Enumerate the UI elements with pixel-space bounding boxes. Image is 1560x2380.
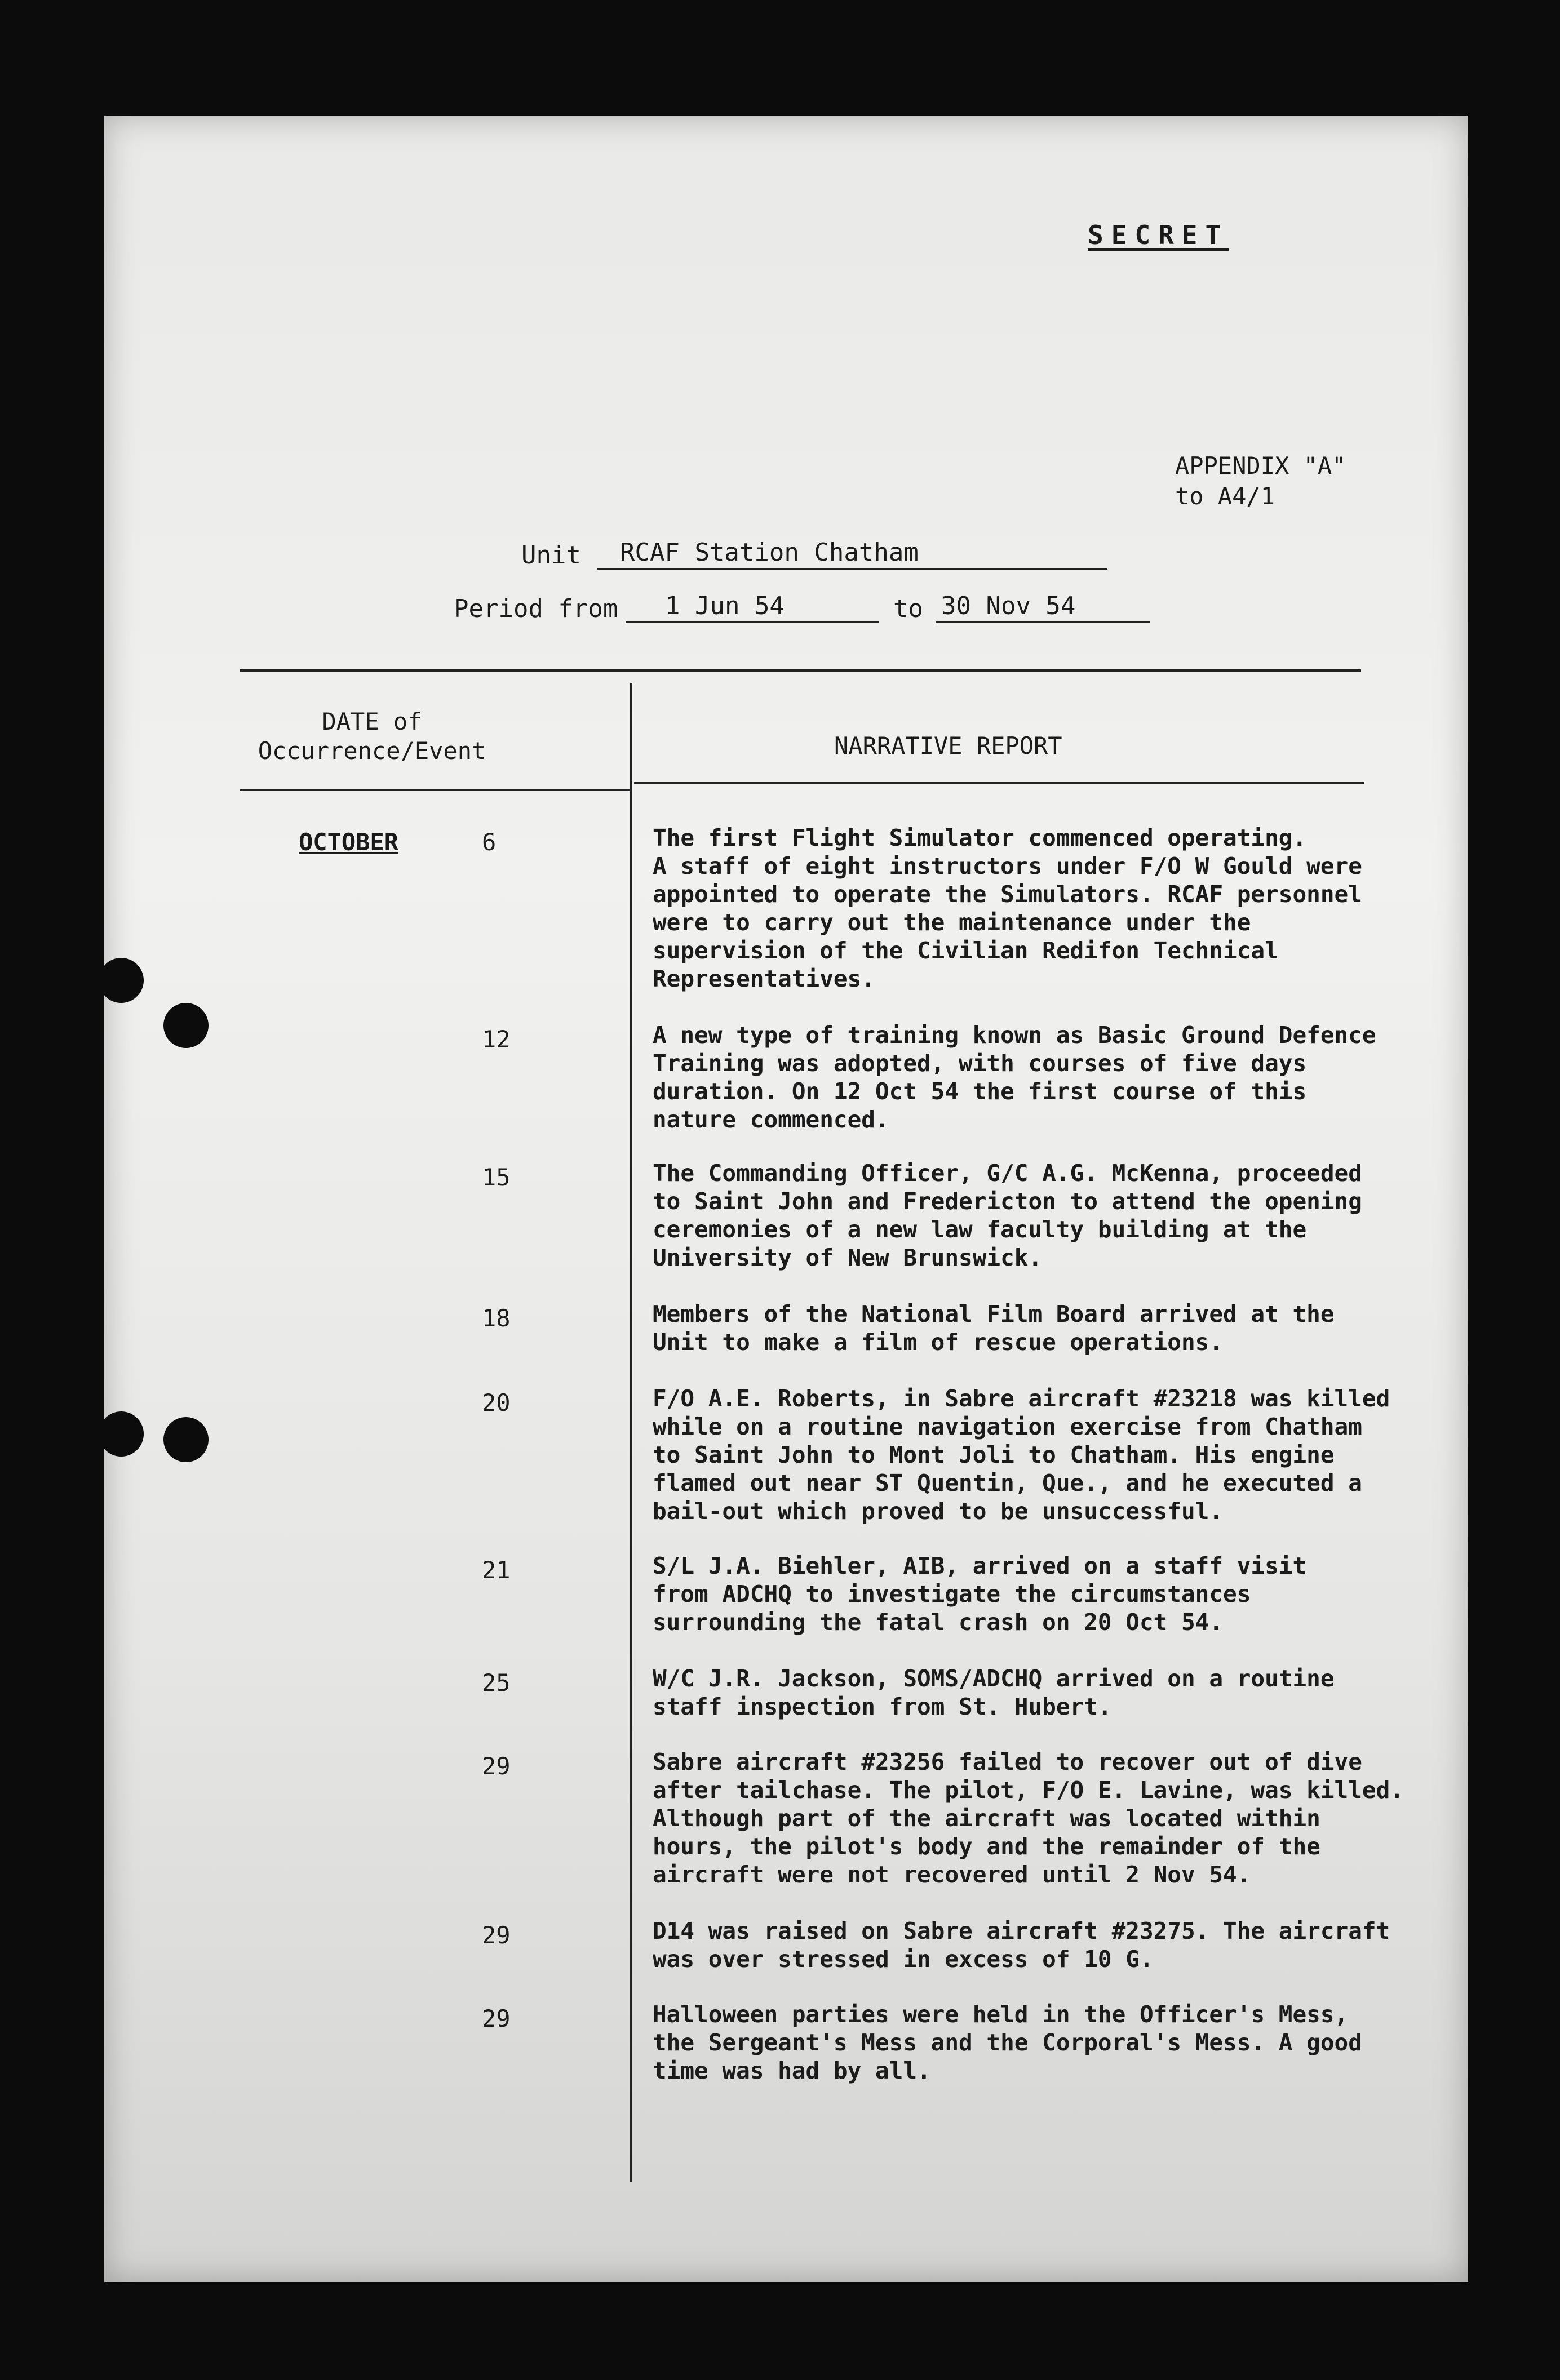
entry-day: 6 bbox=[482, 828, 497, 856]
month-label: OCTOBER bbox=[299, 828, 399, 856]
date-column-header: DATE of Occurrence/Event bbox=[258, 708, 486, 765]
punch-hole bbox=[99, 958, 144, 1003]
classification-stamp: SECRET bbox=[1088, 220, 1229, 250]
entry-day: 18 bbox=[482, 1304, 511, 1332]
period-from-label: Period from bbox=[454, 594, 618, 623]
entry-text: Sabre aircraft #23256 failed to recover out of dive after tailchase. The pilot, F/O E. Lavine, was killed. Although part of the aircraft was located within hours, the pilot's body and the remainder of the aircraft were not recovered until 2 Nov 54. bbox=[653, 1748, 1404, 1888]
entry-text: Halloween parties were held in the Officer's Mess, the Sergeant's Mess and the Corporal's Mess. A good time was had by all. bbox=[653, 2001, 1362, 2084]
entry-day: 29 bbox=[482, 1752, 511, 1780]
unit-label: Unit bbox=[521, 541, 581, 570]
entry-text: W/C J.R. Jackson, SOMS/ADCHQ arrived on a routine staff inspection from St. Hubert. bbox=[653, 1665, 1335, 1720]
column-divider bbox=[630, 683, 632, 2182]
punch-hole bbox=[99, 1411, 144, 1457]
punch-hole bbox=[163, 1417, 209, 1462]
entry-text: F/O A.E. Roberts, in Sabre aircraft #23218 was killed while on a routine navigation exercise from Chatham to Saint John to Mont Joli to Chatham. His engine flamed out near ST Quentin, Que., and he executed a bail-out which proved to be unsuccessful. bbox=[653, 1385, 1390, 1525]
entry-day: 20 bbox=[482, 1389, 511, 1417]
entry-day: 15 bbox=[482, 1164, 511, 1191]
period-to-label: to bbox=[893, 594, 923, 623]
period-from-value: 1 Jun 54 bbox=[626, 592, 879, 623]
entry-text: S/L J.A. Biehler, AIB, arrived on a staff visit from ADCHQ to investigate the circumstances surrounding the fatal crash on 20 Oct 54. bbox=[653, 1552, 1307, 1636]
entry-text: D14 was raised on Sabre aircraft #23275. The aircraft was over stressed in excess of 10 G. bbox=[653, 1917, 1390, 1973]
unit-value: RCAF Station Chatham bbox=[597, 538, 1107, 570]
punch-hole bbox=[163, 1003, 209, 1048]
entry-day: 29 bbox=[482, 1921, 511, 1949]
entry-day: 21 bbox=[482, 1556, 511, 1584]
entry-day: 29 bbox=[482, 2005, 511, 2032]
period-to-value: 30 Nov 54 bbox=[936, 592, 1150, 623]
header-bottom-rule-right bbox=[634, 782, 1364, 784]
header-bottom-rule-left bbox=[240, 789, 631, 791]
entry-day: 12 bbox=[482, 1025, 511, 1053]
narrative-column-header: NARRATIVE REPORT bbox=[834, 732, 1062, 760]
entry-day: 25 bbox=[482, 1669, 511, 1697]
appendix-reference: APPENDIX "A" to A4/1 bbox=[1175, 452, 1346, 510]
entry-text: The Commanding Officer, G/C A.G. McKenna, proceeded to Saint John and Fredericton to attend the opening ceremonies of a new law faculty building at the University of New Brunswick. bbox=[653, 1160, 1362, 1271]
entry-text: Members of the National Film Board arrived at the Unit to make a film of rescue operations. bbox=[653, 1300, 1335, 1356]
entry-text: A new type of training known as Basic Ground Defence Training was adopted, with courses of five days duration. On 12 Oct 54 the first course of this nature commenced. bbox=[653, 1022, 1376, 1133]
entry-text: The first Flight Simulator commenced operating. A staff of eight instructors under F/O W Gould were appointed to operate the Simulators. RCAF personnel were to carry out the maintenance under the supervision of the Civilian Redifon Technical Representatives. bbox=[653, 824, 1362, 992]
header-top-rule bbox=[240, 669, 1361, 672]
